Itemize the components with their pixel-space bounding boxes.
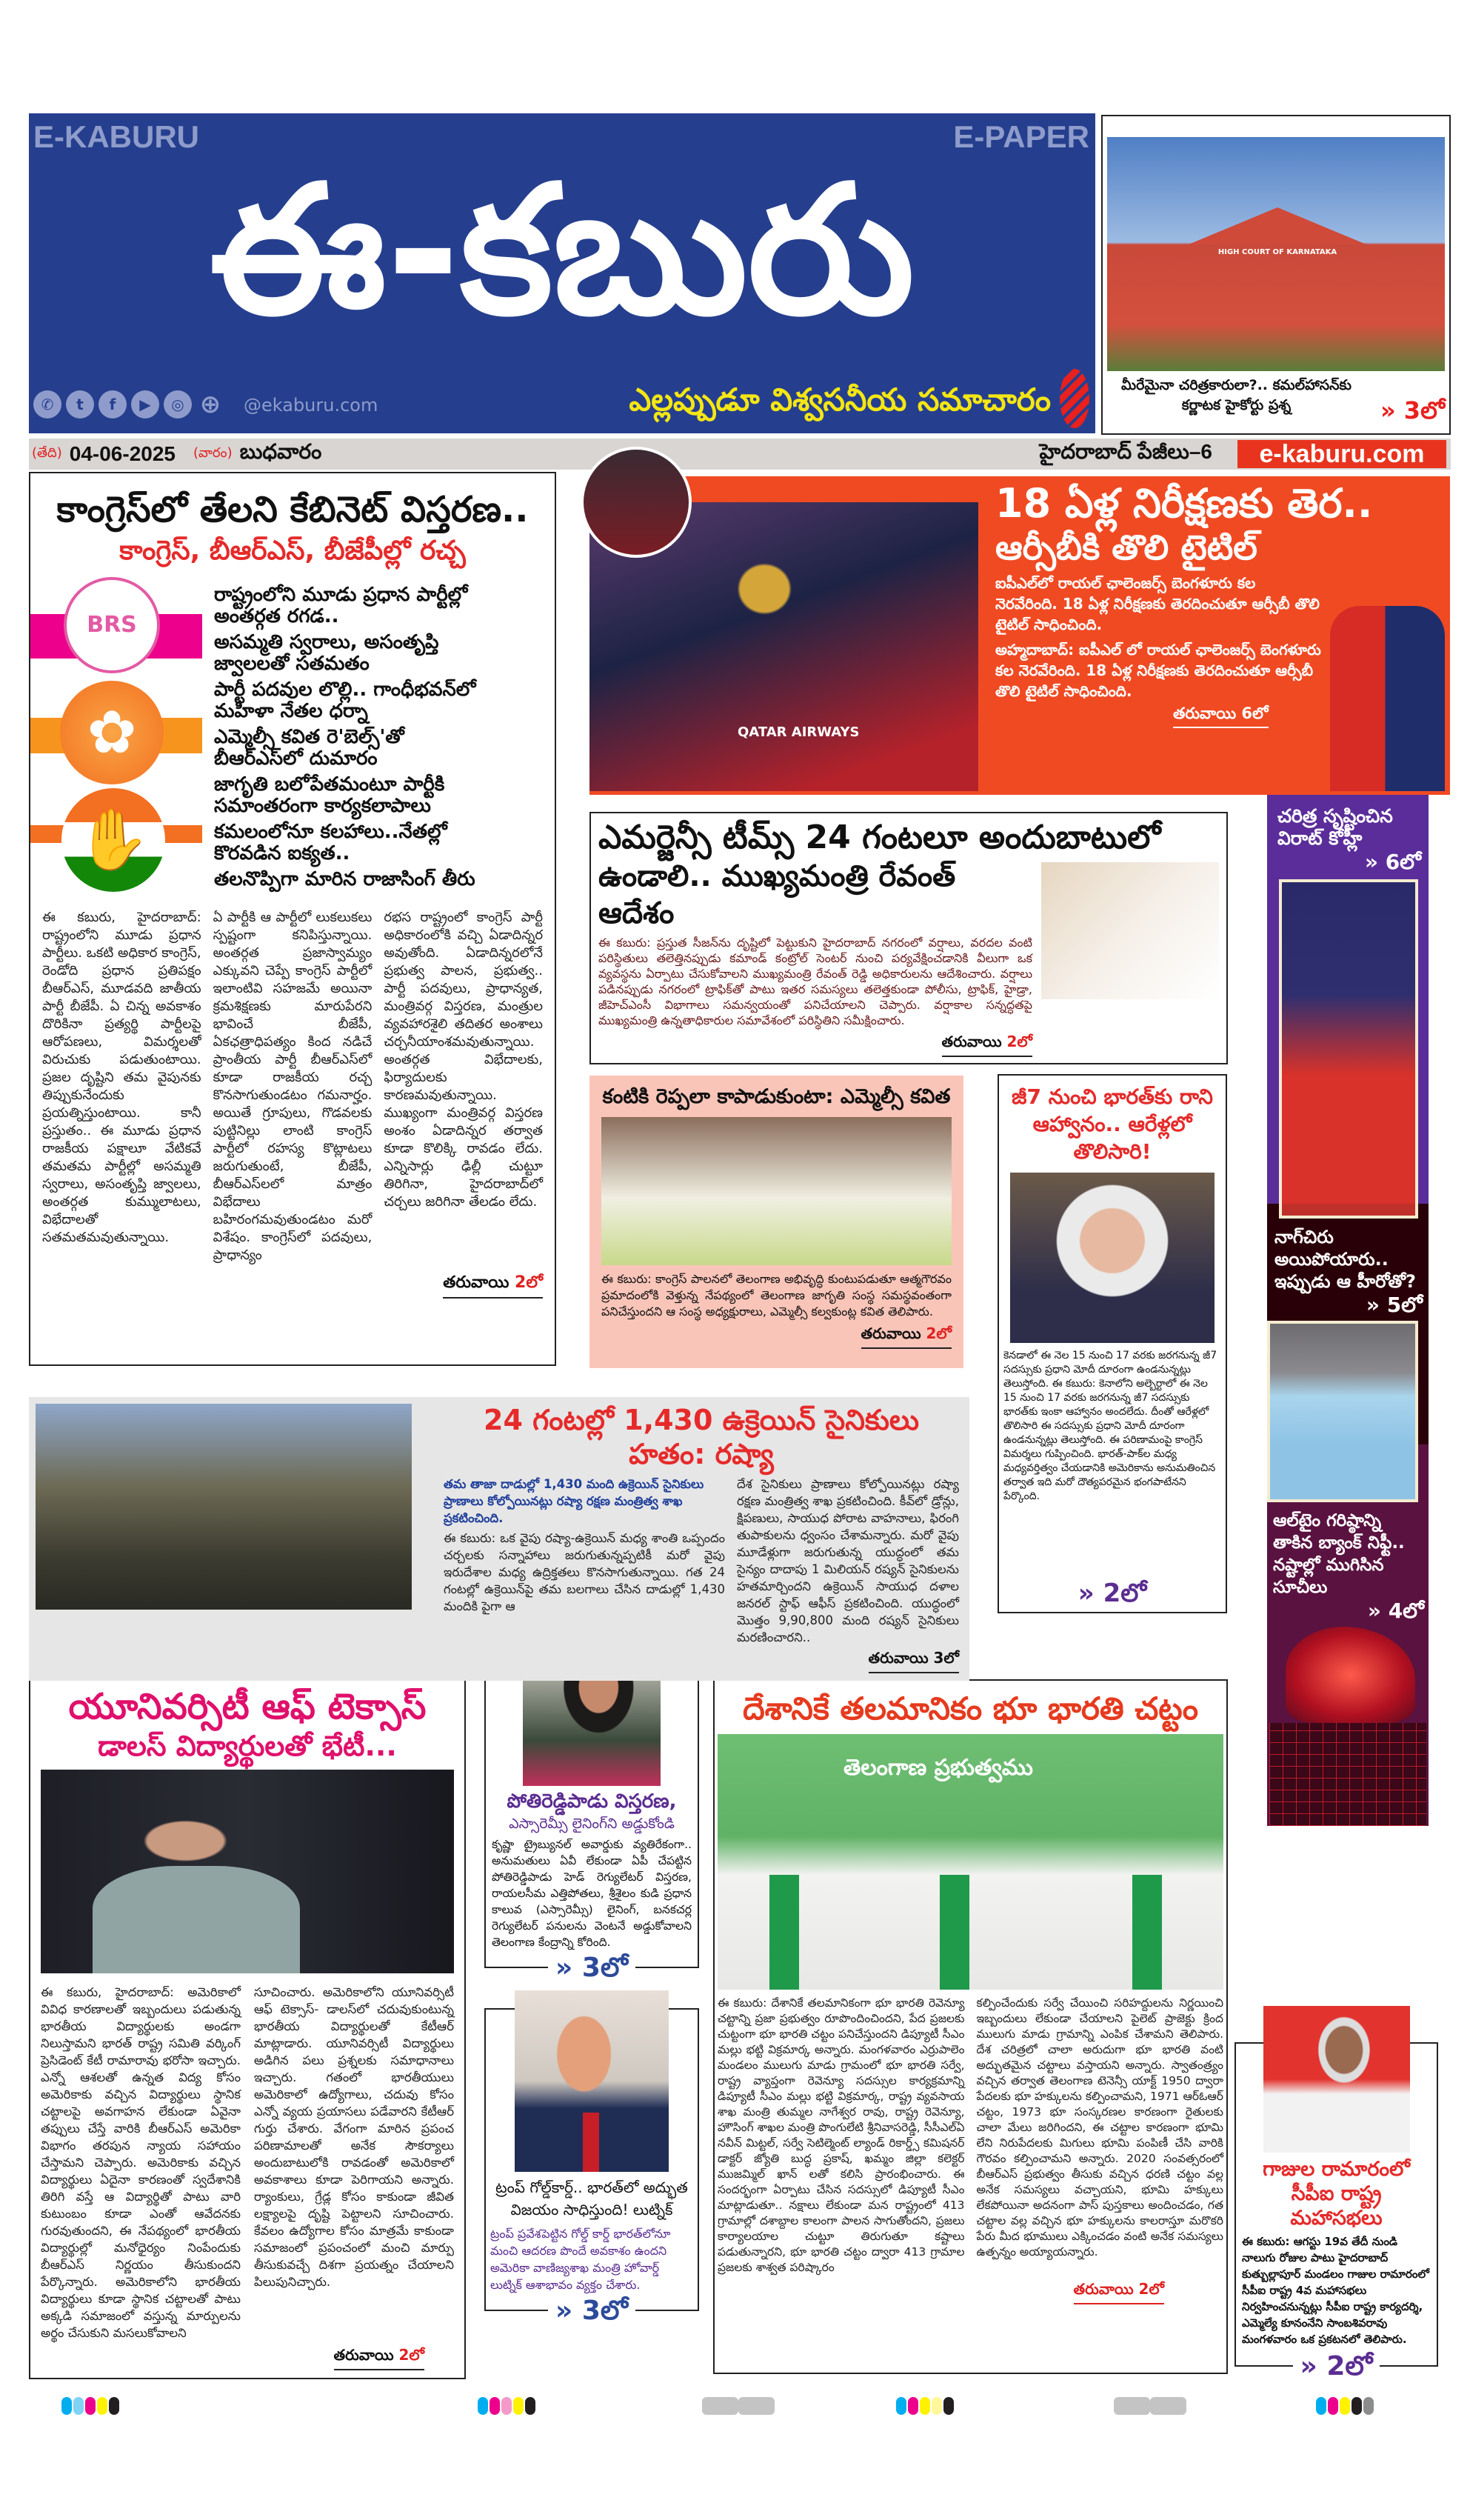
body-columns [41, 1984, 454, 2341]
body-columns [718, 1996, 1223, 2276]
green-scarf [1132, 1875, 1162, 1990]
headline: జీ7 నుంచి భారత్‌కు రాని ఆహ్వానం.. ఆరేళ్లలో తొలిసారి! [1012, 1084, 1213, 1164]
high-court-photo [1107, 137, 1445, 371]
body: అహ్మదాబాద్: ఐపీఎల్ లో రాయల్ ఛాలెంజర్స్ బెంగళూరు కల నెరవేరింది. 18 ఏళ్ల నిరీక్షణకు తెరదించుతూ ఆర్సీబీ తొలి టైటిల్ సాధించింది. [995, 641, 1321, 700]
color-bar [943, 2397, 954, 2415]
brs-logo: BRS [64, 577, 160, 673]
headline: యూనివర్సిటీ ఆఫ్ టెక్సాస్ [68, 1686, 427, 1727]
soldiers-photo [36, 1404, 412, 1610]
actress-photo [1267, 1321, 1418, 1444]
color-bar [1150, 2397, 1186, 2415]
body-columns [444, 1476, 959, 1646]
market-grid-illustration [1269, 1723, 1426, 1826]
body-column: ఈ కబురు: ఒక వైపు రష్యా-ఉక్రెయిన్ మధ్య శాంతి ఒప్పందం చర్చలకు సన్నాహాలు జరుగుతున్నప్పటికీ మరో వైపు ఇరుదేశాల మధ్య ఉద్రిక్తతలు కొనసాగుతున్నాయి. గత 24 గంటల్లో ఉక్రెయిన్‌పై తమ బలగాలు చేసిన దాడుల్లో 1,430 మందికి పైగా ఆ [444, 1531, 725, 1613]
teaser-title: ఆల్‌టైం గరిష్ఠాన్ని తాకిన బ్యాంక్ నిఫ్టీ.. నష్టాల్లో ముగిసిన సూచీలు [1273, 1511, 1405, 1597]
point: కమలంలోనూ కలహాలు..నేతల్లో [214, 821, 447, 843]
continued-text: తరువాయి [333, 2346, 399, 2364]
point: కొరవడిన ఐక్యత.. [214, 842, 350, 864]
color-bar [490, 2397, 500, 2415]
point: సమాంతరంగా కార్యకలాపాలు [214, 795, 431, 817]
headline: దేశానికే తలమానికం భూ భారతి చట్టం [742, 1690, 1199, 1727]
headline [1242, 2157, 1431, 2230]
youtube-icon[interactable]: ▶ [131, 390, 159, 419]
newspaper-logo: ఈ-కబురు [210, 147, 915, 354]
city-pages: హైదరాబాద్ పేజీలు–6 [1039, 439, 1212, 463]
lead: తమ తాజా దాడుల్లో 1,430 మంది ఉక్రెయిన్ సైనికులు ప్రాణాలు కోల్పోయినట్లు రష్యా రక్షణ మంత్రిత్వ శాఖ ప్రకటించింది. [444, 1477, 704, 1525]
color-bar [920, 2397, 930, 2415]
bear-market-illustration [1286, 1627, 1415, 1723]
page-ref[interactable]: » 4లో [1367, 1599, 1424, 1623]
body-column: సూచించారు. అమెరికాలోని యూనివర్సిటీ ఆఫ్ టెక్సాస్- డాలస్‌లో చదువుకుంటున్న భారతీయ విద్యార్థులతో కేటీఆర్ మాట్లాడారు. యూనివర్సిటీ విద్యార్థులు అడిగిన పలు ప్రశ్నలకు సమాధానాలు ఇచ్చారు. గతంలో భారతీయులు అమెరికాలో ఉద్యోగాలు, చదువు కోసం ఎన్నో వ్యయ ప్రయాసలు పడేవారని కేటీఆర్ గుర్తు చేశారు. వేగంగా మారిన ప్రపంచ పరిణామాలతో అనేక సౌకర్యాలు అందుబాటులోకి రావడంతో అమెరికాలో అవకాశాలు కూడా పెరిగాయని అన్నారు. ర్యాంకులు, గ్రేడ్ల కోసం కాకుండా జీవిత లక్ష్యాలపై దృష్టి పెట్టాలని సూచించారు. కేవలం ఉద్యోగాల కోసం మాత్రమే కాకుండా సమాజంలో ప్రపంచంలో మంచి మార్పు తీసుకువచ్చే దిశగా ప్రయత్నం చేయాలని పిలుపునిచ్చారు. [254, 1985, 454, 2289]
color-bar [896, 2397, 906, 2415]
emergency-text [598, 858, 1032, 1057]
color-bar [1340, 2397, 1350, 2415]
subhead: డాలస్ విద్యార్థులతో భేటీ... [98, 1730, 397, 1762]
body-column: కల్పించేందుకు సర్వే చేయించి సరిహద్దులను నిర్ణయించి ఇబ్బందులు లేకుండా చేయాలని పైలెట్ ప్రాజెక్టు క్రింద ములుగు మాడు గ్రామాన్ని ఎంపిక చేశామని తెలిపారు. దేశ చరిత్రలో చాలా అరుదుగా భూ భారతి వంటి అద్భుతమైన చట్టాలు వస్తాయని అన్నారు. స్వాతంత్ర్యం వచ్చిన తర్వాత తెలంగాణ టెనెన్సీ యాక్ట్ 1950 ద్వారా పేదలకు భూ హక్కులను కల్పించామని, 1971 ఆర్ఓఆర్ చట్టం, 1973 భూ సంస్కరణల కారణంగా రైతులకు చాలా మేలు జరిగిందని, ఈ చట్టాల కారణంగా భూమి లేని నిరుపేదలకు మిగులు భూమి పంపిణీ చేసి వారికి గౌరవం కల్పించామని అన్నారు. 2020 సంవత్సరంలో బీఆర్ఎస్ ప్రభుత్వం తీసుకు వచ్చిన ధరణి చట్టం వల్ల అనేక సమస్యలు వచ్చాయని, భూమి హక్కులు లేకపోయినా అదనంగా పాస్ పుస్తకాలు అందించడం, గత చట్టాల వల్ల వచ్చిన భూ హక్కులను కాలరాస్తూ మరొకరి పేరు మీద భూములు ఎక్కించడం వంటి అనేక సమస్యలు ఉత్పన్నం అయ్యాయన్నారు. [976, 1996, 1223, 2259]
website-handle[interactable]: @ekaburu.com [244, 395, 378, 416]
sambasiva-rao-photo [1263, 2006, 1410, 2153]
continued-link[interactable]: తరువాయి 3లో [869, 1649, 959, 1673]
page-ref[interactable]: » 2లో [1293, 2350, 1380, 2383]
page-ref[interactable]: » 3లో [548, 1952, 635, 1984]
kohli-photo-bottom [1279, 1204, 1418, 1219]
continued-page: 2లో [926, 1324, 952, 1342]
middle-column [484, 1634, 699, 2326]
tie [583, 2113, 599, 2172]
kohli-trophy-inset-photo [581, 447, 692, 558]
twitter-icon[interactable]: t [66, 390, 94, 419]
headline: ట్రంప్ గోల్డ్‌కార్డ్.. భారత్‌లో అద్భుత విజయం సాధిస్తుంది! లుట్నిక్ [495, 2179, 688, 2219]
globe-icon[interactable]: ⊕ [199, 390, 221, 419]
sidebar-actress[interactable] [1267, 1204, 1429, 1444]
emergency-row [598, 858, 1219, 1057]
continued-link[interactable] [942, 1033, 1032, 1057]
teaser-caption [1109, 376, 1364, 416]
color-bar [61, 2397, 72, 2415]
bhu-bharathi-article [713, 1679, 1228, 2374]
continued-page: 2లో [1006, 1033, 1032, 1050]
point: తలనొప్పిగా మారిన రాజాసింగ్ తీరు [214, 868, 475, 890]
headline-line1: ఎమర్జెన్సీ టీమ్స్ 24 గంటలూ అందుబాటులో [598, 819, 1161, 856]
body-columns [42, 909, 543, 1264]
body: కెనడాలో ఈ నెల 15 నుంచి 17 వరకు జరగనున్న జీ7 సదస్సుకు ప్రధాని మోదీ దూరంగా ఉండనున్నట్లు తెలుస్తోంది. ఈ కబురు: కెనాలోని అల్బెర్టాలో ఈ నెల 15 నుంచి 17 వరకు జరగనున్న జీ7 సదస్సుకు భారత్‌కు ఇంకా ఆహ్వానం అందలేదు. దీంతో ఆరేళ్లలో తొలిసారి ఈ సదస్సుకు ప్రధాని మోదీ దూరంగా ఉండనున్నట్లు తెలుస్తోంది. ఈ పరిణామంపై కాంగ్రెస్ విమర్శలు గుప్పించింది. భారత్-పాక్‌ల మధ్య మధ్యవర్తిత్వం చేయడానికి అమెరికాను అనుమతించిన తర్వాత ఇది మరో దౌత్యపరమైన భంగపాటేనని పేర్కొంది. [1003, 1350, 1217, 1502]
color-bar [908, 2397, 918, 2415]
page-ref[interactable]: » 2లో [1078, 1579, 1147, 1608]
subhead: ఆర్సీబీకి తొలి టైటిల్ [995, 527, 1257, 567]
continued-text: తరువాయి [443, 1273, 515, 1292]
headline-line: సీపీఐ రాష్ట్ర మహాసభలు [1290, 2182, 1383, 2230]
headline: కంటికి రెప్పలా కాపాడుకుంటా: ఎమ్మెల్సీ కవిత [602, 1085, 951, 1108]
lotus-icon: ✿ [60, 681, 164, 784]
page-ref[interactable]: » 6లో [1364, 850, 1421, 874]
g7-article [998, 1074, 1227, 1613]
pothireddypadu-article [484, 1652, 699, 1983]
color-bar [501, 2397, 512, 2415]
point: అంతర్గత రగడ.. [214, 605, 339, 627]
shirt [93, 1866, 300, 1973]
karnataka-hc-teaser[interactable] [1101, 115, 1451, 435]
color-bar [513, 2397, 524, 2415]
body: ఈ కబురు: కాంగ్రెస్ పాలనలో తెలంగాణ అభివృద్ధి కుంటుపడుతూ ఆత్మగౌరవం ప్రమాదంలోకి వెళ్తున్న నేపథ్యంలో తెలంగాణ జాగృతి సంస్థ సమస్థవంతంగా పనిచేస్తుందని ఆ సంస్థ అధ్యక్షురాలు, ఎమ్మెల్సీ కల్వకుంట్ల కవిత తెలిపారు. [601, 1272, 952, 1319]
color-bar [1328, 2397, 1338, 2415]
revanth-reddy-photo [1041, 862, 1219, 999]
cpi-column [1235, 2006, 1438, 2381]
point: బీఆర్ఎస్‌లో దుమారం [214, 747, 378, 770]
key-points [202, 577, 543, 896]
body-column: ఈ కబురు: దేశానికే తలమానికంగా భూ భారతి రెవెన్యూ చట్టాన్ని ప్రజా ప్రభుత్వం రూపొందించిందని, పేద ప్రజలకు చుట్టంగా భూ భారతి చట్టం పనిచేస్తుందని డిప్యూటీ సీఎం మల్లు భట్టి విక్రమార్క అన్నారు. మంగళవారం ఎర్రుపాలెం మండలం ములుగు మాడు గ్రామంలో భూ భారతి సర్వే, రాష్ట్ర వ్యాప్తంగా రెవెన్యూ సదస్సుల కార్యక్రమాన్ని డిప్యూటీ సీఎం మల్లు భట్టి విక్రమార్క, రాష్ట్ర వ్యవసాయ శాఖ మంత్రి తుమ్మల నాగేశ్వర రావు, రాష్ట్ర రెవెన్యూ, హౌసింగ్ శాఖల మంత్రి పొంగులేటి శ్రీనివాసరెడ్డి, సీసీఎల్ఏ నవీన్ మిట్టల్, సర్వే సెటిల్మెంట్ ల్యాండ్ రికార్డ్స్ కమిషనర్ డాక్టర్ జ్యోతి బుద్ధ ప్రకాష్, ఖమ్మం జిల్లా కలెక్టర్ ముజమ్మిల్ ఖాన్ లతో కలిసి ప్రారంభించారు. ఈ సందర్భంగా ఏర్పాటు చేసిన సదస్సులో డిప్యూటీ సీఎం మాట్లాడుతూ.. నక్షాలు లేకుండా మన రాష్ట్రంలో 413 గ్రామాల్లో దశాబ్దాల కాలంగా పాలన సాగుతోందని, ప్రజలు కార్యాలయాల చుట్టూ తిరుగుతూ కష్టాలు పడుతున్నారని, భూ భారతి చట్టం ద్వారా 413 గ్రామాల ప్రజలకు శాశ్వత పరిష్కారం [718, 1996, 965, 2274]
sidebar-kohli[interactable] [1267, 795, 1429, 1204]
continued-text: తరువాయి [861, 1324, 926, 1342]
ktr-speaking-photo [41, 1770, 454, 1973]
point: జాగృతి బలోపేతమంటూ పార్టీకి [214, 773, 445, 796]
continued-page: 2లో [515, 1273, 543, 1292]
subhead: కాంగ్రెస్, బీఆర్ఎస్, బీజేపీల్లో రచ్చ [119, 536, 466, 566]
congress-article [29, 472, 556, 1366]
body: కృష్ణా ట్రైబ్యునల్ అవార్డుకు వ్యతిరేకంగా.. అనుమతులు ఏవీ లేకుండా ఏపీ చేపట్టిన పోతిరెడ్డిపాడు హెడ్ రెగ్యులేటర్ విస్తరణ, రాయలసీమ ఎత్తిపోతలు, శ్రీశైలం కుడి ప్రధాన కాలువ (ఎస్సారెమ్సీ) లైనింగ్, బనకచర్ల రెగ్యులేటర్ పనులను వెంటనే అడ్డుకోవాలని తెలంగాణ కేంద్రాన్ని కోరింది. [492, 1838, 692, 1949]
facebook-icon[interactable]: f [98, 390, 127, 419]
color-bar [109, 2397, 119, 2415]
color-bar [525, 2397, 535, 2415]
body-column: ఈ కబురు, హైదరాబాద్: రాష్ట్రంలోని మూడు ప్రధాన పార్టీలు. ఒకటి అధికార కాంగ్రెస్, రెండోది ప్రధాన ప్రతిపక్షం బీఆర్ఎస్, మూడవది జాతీయ పార్టీ బీజేపీ. ఏ చిన్న అవకాశం దొరికినా ప్రత్యర్థి పార్టీలపై ఆరోపణలు, విమర్శలతో విరుచుకు పడుతుంటాయి. ప్రజల దృష్టిని తమ వైపునకు తిప్పుకునేందుకు ప్రయత్నిస్తుంటాయి. కానీ ప్రస్తుతం.. ఈ మూడు ప్రధాన రాజకీయ పక్షాలూ వేటికవే తమతమ పార్టీల్లో అసమ్మతి స్వరాలు, అసంతృప్తి జ్వాలలు, అంతర్గత కుమ్ములాటలు, విభేదాలతో సతమతమవుతున్నాయి. [42, 910, 201, 1245]
date-label: (తేది) [32, 444, 62, 461]
continued-text: తరువాయి [941, 1033, 1007, 1050]
page-ref[interactable]: » 3లో [1380, 396, 1445, 424]
teaser-title: చరిత్ర సృష్టించిన విరాట్ కోహ్లీ [1277, 805, 1393, 849]
jersey-text: QATAR AIRWAYS [738, 724, 860, 740]
point: మహిళా నేతల ధర్నా [214, 700, 368, 722]
color-bar [478, 2397, 488, 2415]
body: ఈ కబురు: ఆగస్టు 19వ తేదీ నుండి నాలుగు రోజుల పాటు హైదరాబాద్ కుత్బుల్లాపూర్ మండలం గాజుల రామారంలో సీపీఐ రాష్ట్ర 4వ మహాసభలు నిర్వహించనున్నట్లు సీపీఐ రాష్ట్ర కార్యదర్శి, ఎమ్మెల్యే కూనంనేని సాంబశివరావు మంగళవారం ఒక ప్రకటనలో తెలిపారు. [1242, 2235, 1429, 2346]
body-column: ఈ కబురు, హైదరాబాద్: అమెరికాలో వివిధ కారణాలతో ఇబ్బందులు పడుతున్న భారతీయ విద్యార్థులకు అండగా నిలుస్తామని భారత్ రాష్ట్ర సమితి వర్కింగ్ ప్రెసిడెంట్ కేటీ రామారావు భరోసా ఇచ్చారు. ఎన్నో ఆశలతో ఉన్నత విద్య కోసం అమెరికాకు వచ్చిన విద్యార్థులు స్థానిక చట్టాలపై అవగాహన లేకుండా ఏవైనా తప్పులు చేస్తే వారికి బీఆర్ఎస్ అమెరికా విభాగం తరపున న్యాయ సహాయం చేస్తామని చెప్పారు. అమెరికాకు వచ్చిన విద్యార్థులు ఏదైనా కారణంతో స్వదేశానికి తిరిగి వస్తే ఆ విద్యార్థితో పాటు వారి కుటుంబం కూడా ఎంతో ఆవేదనకు గురవుతుందని, ఈ నేపథ్యంలో భారతీయ విద్యార్థుల్లో మనోధైర్యం నింపేందుకు బీఆర్ఎస్ నిర్ణయం తీసుకుందని పేర్కొన్నారు. అమెరికాలోని భారతీయ విద్యార్థులు కూడా స్థానిక చట్టాలతో పాటు అక్కడి సమాజంలో వస్తున్న మార్పులను అర్థం చేసుకుని మసలుకోవాలని [41, 1985, 241, 2340]
court-sign: HIGH COURT OF KARNATAKA [1217, 248, 1337, 256]
body-column: దేశ సైనికులు ప్రాణాలు కోల్పోయినట్లు రష్యా రక్షణ మంత్రిత్వ శాఖ ప్రకటించింది. కీవ్‌లో డ్రోన్లు, క్షిపణులు, సాయుధ పోరాట వాహనాలు, ఫిరంగి తుపాకులను ధ్వంసం చేశామన్నారు. మరో వైపు మూడేళ్లుగా జరుగుతున్న యుద్ధంలో తమ సైన్యం దాదాపు 1 మిలియన్ రష్యన్ సైనికులను హతమార్చిందని ఉక్రెయిన్ సాయుధ దళాల జనరల్ స్టాఫ్ ఆఫీస్ ప్రకటించింది. యుద్ధంలో మొత్తం 9,90,800 మంది రష్యన్ సైనికులు మరణించారని.. [737, 1477, 959, 1644]
party-logos [30, 577, 202, 896]
pediment [1189, 207, 1366, 244]
bhu-bharathi-event-photo [718, 1734, 1223, 1990]
point: అసమ్మతి స్వరాలు, అసంతృప్తి [214, 631, 439, 653]
continued-link[interactable]: తరువాయి 2లో [1074, 2280, 1164, 2304]
point: రాష్ట్రంలోని మూడు ప్రధాన పార్టీల్లో [214, 584, 468, 606]
ukraine-article [29, 1397, 969, 1681]
color-bar [85, 2397, 96, 2415]
trump-photo [515, 1990, 669, 2172]
body-column: ఏ పార్టీకి ఆ పార్టీలో లుకలుకలు స్పష్టంగా కనిపిస్తున్నాయి. అంతర్గత ప్రజాస్వామ్యం ఎక్కువని చెప్పే కాంగ్రెస్ పార్టీలో ఇలాంటివి సహజమే అయినా క్రమశిక్షణకు మారుపేరని భావించే బీజేపీ, ఏకఛత్రాధిపత్యం కింద నడిచే ప్రాంతీయ పార్టీ బీఆర్ఎస్‌లో కూడా రాజకీయ రచ్చ కొనసాగుతుండటం గమనార్హం. అయితే గ్రూపులు, గొడవలకు పుట్టినిల్లు లాంటి కాంగ్రెస్ పార్టీలో రహస్య కొట్లాటలు జరుగుతుంటే, బీజేపీ, బీఆర్ఎస్‌లలో మాత్రం విభేదాలు బహిరంగమవుతుండటం మరో విశేషం. కాంగ్రెస్‌లో పదవులు, ప్రాధాన్యం [213, 910, 372, 1263]
page-ref[interactable]: » 5లో [1366, 1293, 1423, 1317]
modi-photo [1010, 1173, 1215, 1343]
headline: పోతిరెడ్డిపాడు విస్తరణ, [507, 1790, 677, 1813]
kavitha-group-photo [601, 1117, 952, 1265]
issue-date: 04-06-2025 [69, 442, 176, 465]
color-bar [97, 2397, 107, 2415]
issue-day: బుధవారం [239, 439, 322, 463]
sidebar-bank-nifty[interactable] [1267, 1444, 1429, 1826]
swirl-logo-icon [1060, 369, 1089, 428]
kohli-trophy-photo [1279, 879, 1418, 1204]
brand-english: E-KABURU [33, 119, 199, 154]
continued-page: 2లో [398, 2346, 424, 2364]
edition-label: E-PAPER [953, 119, 1089, 154]
headline: 18 ఏళ్ల నిరీక్షణకు తెర.. [995, 480, 1373, 527]
color-bar [1114, 2397, 1150, 2415]
color-bar [702, 2397, 738, 2415]
actress-photo-bottom [1267, 1444, 1418, 1502]
page-ref[interactable]: » 3లో [548, 2295, 635, 2327]
day-label: (వారం) [193, 444, 233, 461]
body-column: రభస రాష్ట్రంలో కాంగ్రెస్ పార్టీ అధికారంలోకి వచ్చి ఏడాదిన్నర అవుతోంది. ఏడాదిన్నరలోనే ప్రభుత్వ పాలన, ప్రభుత్వ.. పార్టీ పదవులు, ప్రాధాన్యత, మంత్రివర్గ విస్తరణ, మంత్రుల వ్యవహారశైలి తదితర అంశాలు చర్చనీయాంశమవుతున్నాయి. అంతర్గత విభేదాలకు, ఫిర్యాదులకు కారణమవుతున్నాయి. ముఖ్యంగా మంత్రివర్గ విస్తరణ అంశం ఏడాదిన్నర తర్వాత కూడా కొలిక్కి రావడం లేదు. ఎన్నిసార్లు ఢిల్లీ చుట్టూ తిరిగినా, హైదరాబాద్‌లో చర్చలు జరిగినా తేలడం లేదు. [384, 910, 543, 1210]
website-link[interactable]: e-kaburu.com [1237, 440, 1446, 468]
lead: ఐపీఎల్‌లో రాయల్ ఛాలెంజర్స్ బెంగళూరు కల నెరవేరింది. 18 ఏళ్ల నిరీక్షణకు తెరదించుతూ ఆర్సీబీ తొలి టైటిల్ సాధించింది. [995, 574, 1320, 633]
color-bar [1352, 2397, 1362, 2415]
masthead [29, 113, 1095, 433]
ktr-article [29, 1679, 466, 2379]
color-bar [1316, 2397, 1326, 2415]
logos-and-points [30, 577, 543, 896]
point: పార్టీ పదవుల లొల్లి.. గాంధీభవన్‌లో [214, 679, 476, 701]
color-bar [738, 2397, 775, 2415]
ukraine-text [444, 1403, 959, 1673]
banner-text: తెలంగాణ ప్రభుత్వము [843, 1755, 1033, 1781]
subhead: ఎస్సారెమ్సీ లైనింగ్‌ని అడ్డుకోండి [509, 1816, 675, 1832]
cpi-article [1235, 2042, 1438, 2381]
kavitha-article [589, 1076, 963, 1368]
continued-link[interactable]: తరువాయి 6లో [1173, 704, 1269, 728]
headline-line2: ఉండాలి.. ముఖ్యమంత్రి రేవంత్ ఆదేశం [598, 859, 956, 930]
green-scarf [769, 1875, 799, 1990]
green-scarf [940, 1875, 969, 1990]
body: ఈ కబురు: ప్రస్తుత సీజన్‌ను దృష్టిలో పెట్టుకుని హైదరాబాద్ నగరంలో వర్షాలు, వరదల వంటి పరిస్థితులు తలెత్తినప్పుడు కమాండ్ కంట్రోల్ సెంటర్ నుంచి పర్యవేక్షించడానికి వీలుగా ఒక వ్యవస్థను ఏర్పాటు చేసుకోవాలని ముఖ్యమంత్రి రేవంత్ రెడ్డి అధికారులను ఆదేశించారు. వర్షాలు పడినప్పుడు నగరంలో ట్రాఫిక్‌తో పాటు ఇతర సమస్యలు తలెత్తకుండా పోలీసు, ట్రాఫిక్, హైడ్రా, జీహెచ్ఎంసీ విభాగాలు సమన్వయంతో పనిచేయాలని చెప్పారు. వర్షాకాల సన్నద్ధతపై ముఖ్యమంత్రి ఉన్నతాధికారుల సమావేశంలో పరిస్థితిని సమీక్షించారు. [598, 936, 1032, 1027]
headline: 24 గంటల్లో 1,430 ఉక్రెయిన్ సైనికులు హతం: రష్యా [484, 1404, 919, 1470]
point: ఎమ్మెల్సీ కవిత రె'బెల్స్'తో [214, 726, 404, 748]
hand-icon: ✋ [61, 788, 165, 892]
date-bar [29, 439, 1451, 470]
rcb-text [995, 481, 1444, 728]
body: ట్రంప్ ప్రవేశపెట్టిన గోల్డ్ కార్డ్ భారత్‌లోనూ మంచి ఆదరణ పొందే అవకాశం ఉందని అమెరికా వాణిజ్యశాఖ మంత్రి హోవార్డ్ లుట్నిక్ ఆశాభావం వ్యక్తం చేశారు. [490, 2227, 671, 2292]
headline-line: గాజుల రామారంలో [1263, 2158, 1410, 2181]
emergency-teams-article [589, 812, 1228, 1064]
teaser-title: నాగ్‌చిరు అయిపోయారు.. ఇప్పుడు ఆ హీరోతో? [1274, 1227, 1416, 1292]
color-bar [1363, 2397, 1374, 2415]
trump-gold-card-article [484, 2008, 699, 2326]
caption-line: మీరేమైనా చరిత్రకారులా?.. కమల్‌హాసన్‌కు [1121, 377, 1352, 393]
caption-line: కర్ణాటక హైకోర్టు ప్రశ్న [1181, 397, 1292, 413]
continued-link[interactable] [443, 1273, 543, 1299]
tagline: ఎల్లప్పుడూ విశ్వసనీయ సమాచారం [629, 381, 1051, 418]
rcb-title-article [589, 476, 1450, 795]
color-bar [932, 2397, 942, 2415]
continued-link[interactable] [334, 2346, 424, 2370]
instagram-icon[interactable]: ◎ [164, 390, 192, 419]
continued-link[interactable] [861, 1324, 952, 1349]
point: జ్వాలలతో సతమతం [214, 653, 370, 675]
whatsapp-icon[interactable]: ✆ [33, 390, 61, 419]
color-bar [73, 2397, 84, 2415]
headline: కాంగ్రెస్‌లో తేలని కేబినెట్ విస్తరణ.. [56, 489, 529, 530]
